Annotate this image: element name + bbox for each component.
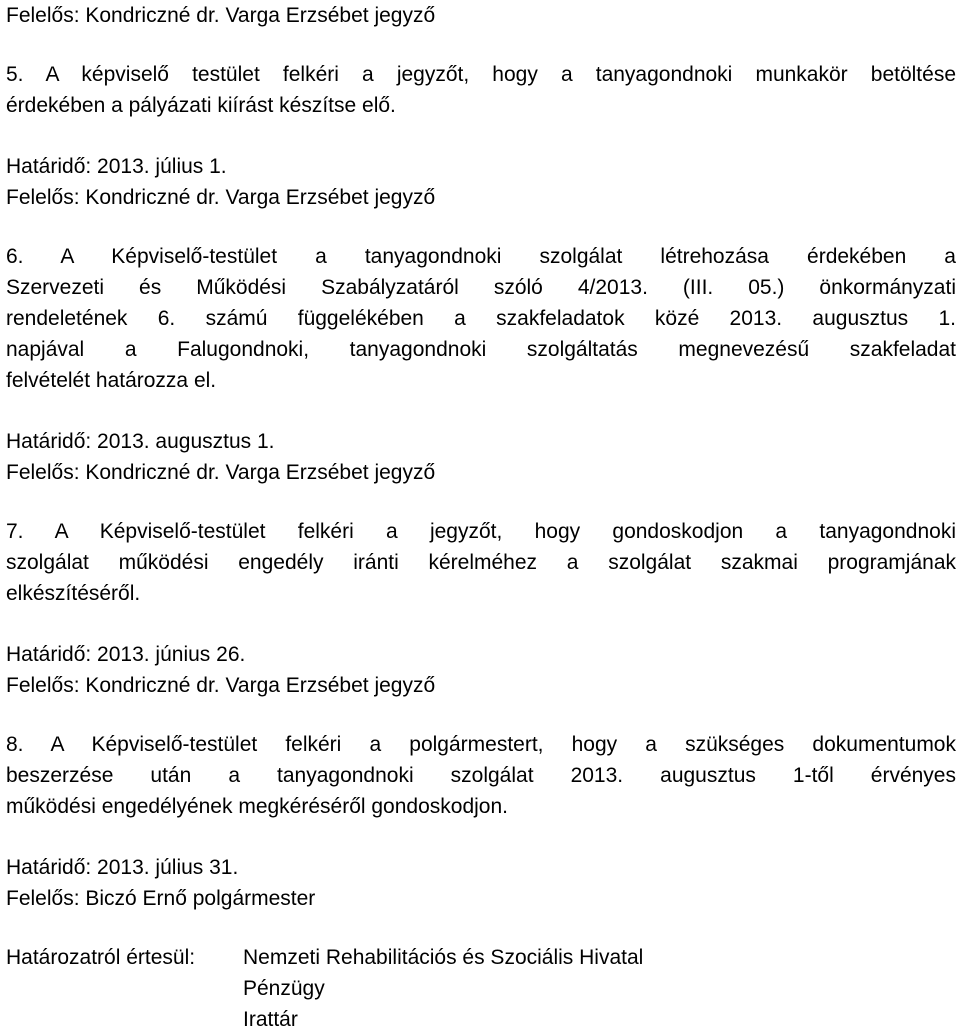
paragraph-line: 5. A képviselő testület felkéri a jegyzőt, hogy a tanyagondnoki munkakör betöltése: [6, 63, 956, 86]
document-body: [6, 0, 956, 1035]
responsible-line: Felelős: Biczó Ernő polgármester: [6, 887, 316, 910]
deadline-line: Határidő: 2013. augusztus 1.: [6, 430, 275, 453]
paragraph-line: Szervezeti és Működési Szabályzatáról szóló 4/2013. (III. 05.) önkormányzati: [6, 276, 956, 299]
resolution-item-6: [6, 241, 956, 488]
paragraph-line: 7. A Képviselő-testület felkéri a jegyzőt, hogy gondoskodjon a tanyagondnoki: [6, 520, 956, 543]
resolution-item-7: [6, 516, 956, 701]
paragraph-line: működési engedélyének megkéréséről gondoskodjon.: [6, 795, 508, 818]
deadline-line: Határidő: 2013. július 1.: [6, 155, 227, 178]
deadline-line: Határidő: 2013. június 26.: [6, 643, 246, 666]
notification-block: [6, 942, 956, 1035]
resolution-item-8: [6, 729, 956, 914]
paragraph-line: beszerzése után a tanyagondnoki szolgálat 2013. augusztus 1-től érvényes: [6, 764, 956, 787]
paragraph-line: 8. A Képviselő-testület felkéri a polgármestert, hogy a szükséges dokumentumok: [6, 733, 956, 756]
notification-recipient: Irattár: [243, 1008, 298, 1031]
paragraph-line: napjával a Falugondnoki, tanyagondnoki szolgáltatás megnevezésű szakfeladat: [6, 338, 956, 361]
paragraph-line: érdekében a pályázati kiírást készítse elő.: [6, 94, 396, 117]
paragraph-line: elkészítéséről.: [6, 582, 141, 605]
resolution-item-5: [6, 59, 956, 213]
responsible-line: Felelős: Kondriczné dr. Varga Erzsébet jegyző: [6, 674, 436, 697]
paragraph-line: szolgálat működési engedély iránti kérelméhez a szolgálat szakmai programjának: [6, 551, 956, 574]
paragraph-line: rendeletének 6. számú függelékében a szakfeladatok közé 2013. augusztus 1.: [6, 307, 956, 330]
notification-recipient: Nemzeti Rehabilitációs és Szociális Hivatal: [243, 946, 644, 969]
notification-recipient: Pénzügy: [243, 977, 325, 1000]
responsible-line: Felelős: Kondriczné dr. Varga Erzsébet jegyző: [6, 186, 436, 209]
responsible-line: Felelős: Kondriczné dr. Varga Erzsébet jegyző: [6, 4, 436, 27]
paragraph-line: 6. A Képviselő-testület a tanyagondnoki szolgálat létrehozása érdekében a: [6, 245, 956, 268]
deadline-line: Határidő: 2013. július 31.: [6, 856, 239, 879]
notification-label: Határozatról értesül:: [6, 946, 196, 969]
responsible-line: Felelős: Kondriczné dr. Varga Erzsébet jegyző: [6, 461, 436, 484]
paragraph-line: felvételét határozza el.: [6, 369, 217, 392]
